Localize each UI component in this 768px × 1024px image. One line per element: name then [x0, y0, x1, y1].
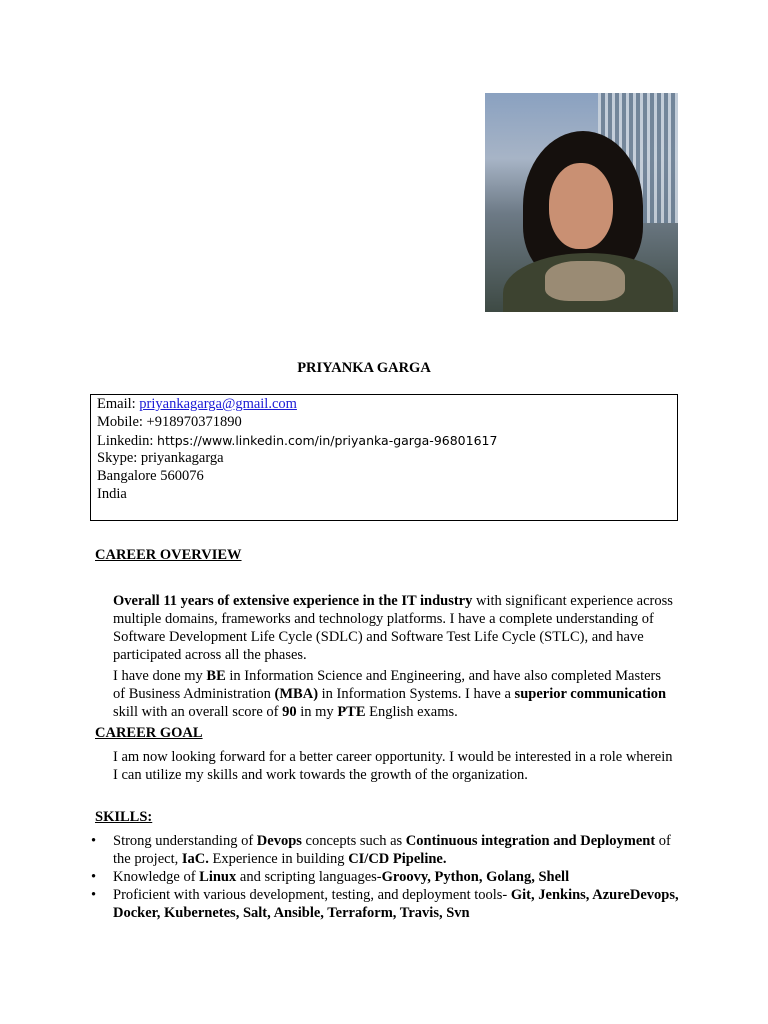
linkedin-url: https://www.linkedin.com/in/priyanka-garga-96801617 [157, 432, 498, 448]
career-goal-text: I am now looking forward for a better career opportunity. I would be interested in a role wherein I can utilize my skills and work towards the growth of the organization. [113, 749, 673, 783]
skill-item [113, 868, 683, 886]
text-run: and scripting languages- [236, 869, 382, 885]
text-run: of the project, [113, 833, 671, 867]
overview-paragraph-2 [113, 667, 673, 721]
candidate-name: PRIYANKA GARGA [297, 360, 431, 376]
skills-list [113, 832, 683, 922]
email-link[interactable]: priyankagarga@gmail.com [139, 396, 297, 412]
bold-text: CI/CD Pipeline. [348, 851, 447, 867]
text-run: Knowledge of [113, 869, 200, 885]
text-run: Strong understanding of [113, 833, 257, 849]
text-run: English exams. [365, 704, 458, 720]
skill-item [113, 832, 683, 868]
city-line: Bangalore 560076 [97, 468, 204, 485]
bold-text: Devops [256, 833, 302, 849]
text-run: in Information Systems. I have a [318, 686, 515, 702]
text-run: Experience in building [208, 851, 349, 867]
overview-paragraph-1: Overall 11 years of extensive experience in the IT industry with significant experience across multiple domains, frameworks and technology platforms. I have a complete understanding of Software Development Life Cycle (SDLC) and Software Test Life Cycle (STLC), and have participated across all the phases. [113, 593, 673, 663]
text-run: Proficient with various development, testing, and deployment tools- [113, 887, 511, 903]
bold-text: (MBA) [274, 686, 319, 702]
text-run: in my [296, 704, 338, 720]
bold-text: Git, Jenkins, AzureDevops, Docker, Kubernetes, Salt, Ansible, Terraform, Travis, Svn [113, 887, 679, 921]
bold-text: BE [206, 668, 226, 684]
bold-text: Continuous integration and Deployment [405, 833, 656, 849]
bold-text: Linux [199, 869, 237, 885]
mobile-line: Mobile: +918970371890 [97, 413, 242, 430]
bold-text: PTE [337, 704, 366, 720]
bold-text: superior communication [514, 686, 667, 702]
career-overview-heading: CAREER OVERVIEW [95, 547, 242, 563]
skill-item [113, 886, 683, 922]
bold-text: IaC. [181, 851, 209, 867]
contact-box [90, 394, 678, 521]
email-line: Email: priyankagarga@gmail.com [97, 396, 297, 412]
career-goal-heading: CAREER GOAL [95, 725, 203, 741]
skype-line: Skype: priyankagarga [97, 450, 224, 467]
text-run: in Information Science and Engineering, and have also completed Masters of Business Administration [113, 668, 662, 702]
bold-text: Groovy, Python, Golang, Shell [381, 869, 570, 885]
profile-photo [485, 93, 678, 312]
linkedin-line: Linkedin: https://www.linkedin.com/in/priyanka-garga-96801617 [97, 432, 498, 449]
skills-heading: SKILLS: [95, 809, 153, 825]
text-run: skill with an overall score of [113, 704, 283, 720]
text-run: I have done my [113, 668, 207, 684]
country-line: India [97, 485, 127, 502]
text-run: concepts such as [301, 833, 406, 849]
bold-text: 90 [282, 704, 297, 720]
